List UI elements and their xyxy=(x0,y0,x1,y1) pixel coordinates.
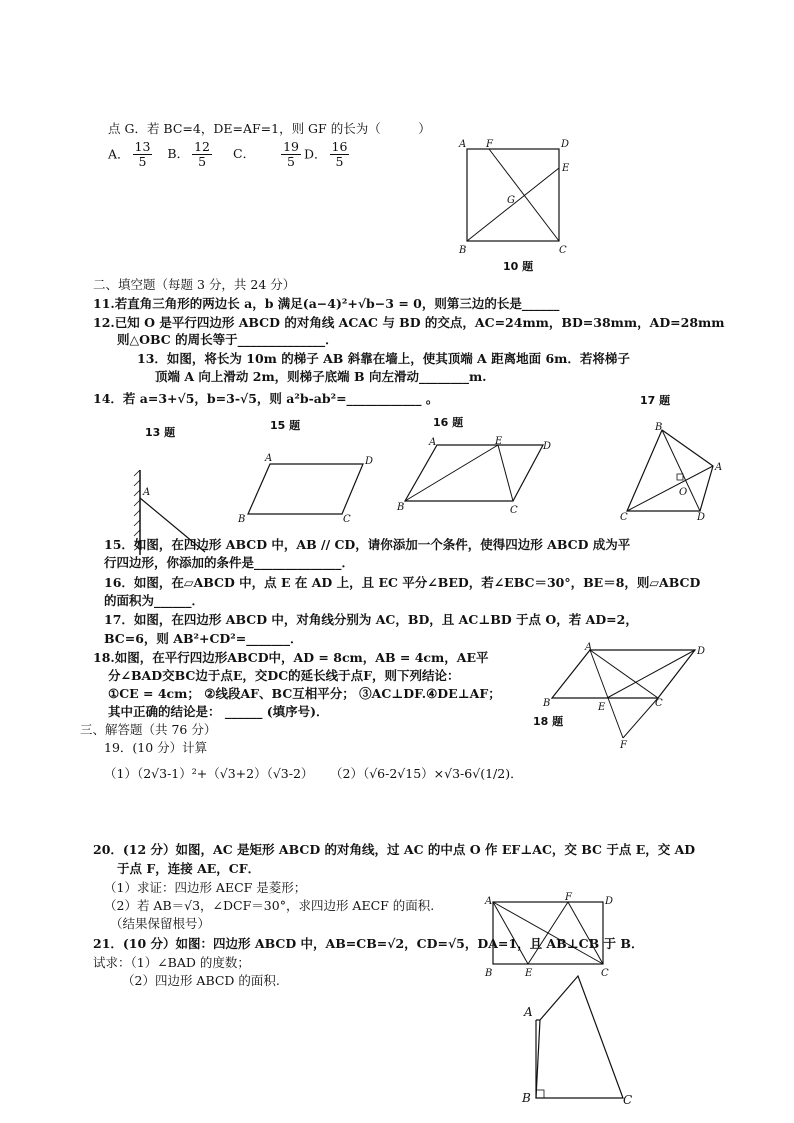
q17-line2: BC=6，则 AB²+CD²=_______． xyxy=(104,631,303,646)
option-a-label: A． xyxy=(108,146,130,162)
q16-line1: 16．如图，在▱ABCD 中，点 E 在 AD 上，且 EC 平分∠BED，若∠EBC＝30°，BE＝8，则▱ABCD xyxy=(104,575,701,590)
q18-figure xyxy=(540,640,715,750)
svg-text:F: F xyxy=(620,740,627,751)
svg-text:C: C xyxy=(623,1093,633,1107)
caption-16: 16 题 xyxy=(433,416,464,429)
option-c-label: C． xyxy=(233,146,256,162)
option-b-label: B． xyxy=(167,146,190,162)
svg-text:D: D xyxy=(365,456,374,467)
q10-label-e: E xyxy=(562,163,570,174)
option-b-fraction: $\frac{12}{5}$ xyxy=(194,139,211,170)
caption-17: 17 题 xyxy=(640,394,671,407)
q10-label-b: B xyxy=(459,245,467,256)
q20-part1: （1）求证：四边形 AECF 是菱形； xyxy=(104,880,307,895)
q21-part2: （2）四边形 ABCD 的面积. xyxy=(122,973,280,988)
caption-13: 13 题 xyxy=(145,426,176,439)
svg-text:D: D xyxy=(605,896,614,907)
q18-line1: 18.如图，在平行四边形ABCD中，AD = 8cm，AB = 4cm，AE平 xyxy=(93,650,489,665)
q18-line2: 分∠BAD交BC边于点E，交DC的延长线于点F，则下列结论： xyxy=(108,668,460,683)
svg-text:A: A xyxy=(143,487,151,498)
q14: 14．若 a=3+√5，b=3-√5，则 a²b-ab²=____________ 。 xyxy=(93,391,439,406)
q19-part1: （1）（2√3-1）²+（√3+2）（√3-2） xyxy=(104,766,314,781)
svg-text:C: C xyxy=(601,968,609,979)
q15-line1: 15．如图，在四边形 ABCD 中，AB // CD，请你添加一个条件，使得四边形 ABCD 成为平 xyxy=(104,537,631,552)
svg-text:E: E xyxy=(598,702,606,713)
q16-line2: 的面积为______． xyxy=(104,593,205,608)
q18-line4: 其中正确的结论是： ______ (填序号)． xyxy=(108,704,329,719)
svg-text:A: A xyxy=(715,462,723,473)
q17-line1: 17．如图，在四边形 ABCD 中，对角线分别为 AC，BD，且 AC⊥BD 于点 O，若 AD=2， xyxy=(104,612,638,627)
q10-label-g: G xyxy=(507,195,515,206)
caption-18: 18 题 xyxy=(533,715,564,728)
svg-text:A: A xyxy=(429,437,437,448)
svg-text:B: B xyxy=(543,698,551,709)
q20-line2: 于点 F，连接 AE，CF． xyxy=(117,861,261,876)
svg-text:A: A xyxy=(585,642,593,653)
svg-text:D: D xyxy=(697,512,706,523)
option-c-fraction: $\frac{19}{5}$ xyxy=(283,139,299,170)
svg-text:B: B xyxy=(655,422,663,433)
q17-figure xyxy=(615,420,725,525)
svg-text:C: C xyxy=(655,698,663,709)
q19-title: 19．(10 分）计算 xyxy=(104,740,208,755)
svg-text:O: O xyxy=(679,487,688,498)
svg-text:B: B xyxy=(397,502,405,513)
q10-label-c: C xyxy=(559,245,567,256)
q20-note: （结果保留根号） xyxy=(110,916,211,931)
svg-text:E: E xyxy=(495,436,503,447)
q12-line2: 则△OBC 的周长等于______________． xyxy=(117,332,338,347)
caption-10: 10 题 xyxy=(503,260,534,273)
q18-line3: ①CE = 4cm； ②线段AF、BC互相平分； ③AC⊥DF.④DE⊥AF； xyxy=(108,686,501,701)
svg-text:A: A xyxy=(485,896,493,907)
q13-line2: 顶端 A 向上滑动 2m，则梯子底端 B 向左滑动________m. xyxy=(155,369,487,384)
q15-figure xyxy=(235,450,385,525)
svg-text:D: D xyxy=(697,646,706,657)
svg-text:A: A xyxy=(524,1005,533,1019)
svg-text:F: F xyxy=(565,892,572,903)
option-d-label: D． xyxy=(303,146,327,162)
svg-text:B: B xyxy=(238,514,246,525)
caption-15: 15 题 xyxy=(270,419,301,432)
q12-line1: 12.已知 O 是平行四边形 ABCD 的对角线 ACAC 与 BD 的交点，AC=24mm，BD=38mm，AD=28mm xyxy=(93,315,725,330)
q20-line1: 20．(12 分）如图，AC 是矩形 ABCD 的对角线，过 AC 的中点 O 作 EF⊥AC，交 BC 于点 E，交 AD xyxy=(93,842,696,857)
svg-text:C: C xyxy=(620,512,628,523)
q10-stem: 点 G．若 BC=4，DE=AF=1，则 GF 的长为（ ） xyxy=(108,121,431,136)
q10-options xyxy=(108,140,352,170)
q10-label-a: A xyxy=(459,139,467,150)
q16-figure xyxy=(395,435,555,520)
q21-figure xyxy=(518,970,638,1110)
svg-text:C: C xyxy=(343,514,351,525)
svg-text:A: A xyxy=(265,453,273,464)
q19-part2: （2）（√6-2√15）×√3-6√(1/2)． xyxy=(330,766,523,781)
option-d-fraction: $\frac{16}{5}$ xyxy=(331,139,348,170)
q20-part2: （2）若 AB＝√3，∠DCF＝30°，求四边形 AECF 的面积. xyxy=(104,898,435,913)
q10-label-d: D xyxy=(561,139,570,150)
q21-line1: 21．(10 分）如图：四边形 ABCD 中，AB=CB=√2，CD=√5，DA=1，且 AB⊥CB 于 B． xyxy=(93,936,644,951)
q10-figure xyxy=(455,135,585,260)
q10-label-f: F xyxy=(486,139,493,150)
svg-text:D: D xyxy=(543,441,552,452)
q13-line1: 13．如图，将长为 10m 的梯子 AB 斜靠在墙上，使其顶端 A 距离地面 6m．若将梯子 xyxy=(137,351,630,366)
svg-text:B: B xyxy=(522,1091,531,1105)
q11: 11.若直角三角形的两边长 a，b 满足(a−4)²+√b−3 = 0，则第三边的长是______ xyxy=(93,296,560,311)
svg-text:C: C xyxy=(510,505,518,516)
option-a-fraction: $\frac{13}{5}$ xyxy=(134,139,151,170)
svg-text:B: B xyxy=(485,968,493,979)
section-3-title: 三、解答题（共 76 分） xyxy=(80,722,217,737)
q21-part1: 试求：（1）∠BAD 的度数； xyxy=(93,955,250,970)
q15-line2: 行四边形，你添加的条件是______________． xyxy=(104,555,355,570)
section-2-title: 二、填空题（每题 3 分，共 24 分） xyxy=(93,277,296,292)
svg-text:E: E xyxy=(525,968,533,979)
